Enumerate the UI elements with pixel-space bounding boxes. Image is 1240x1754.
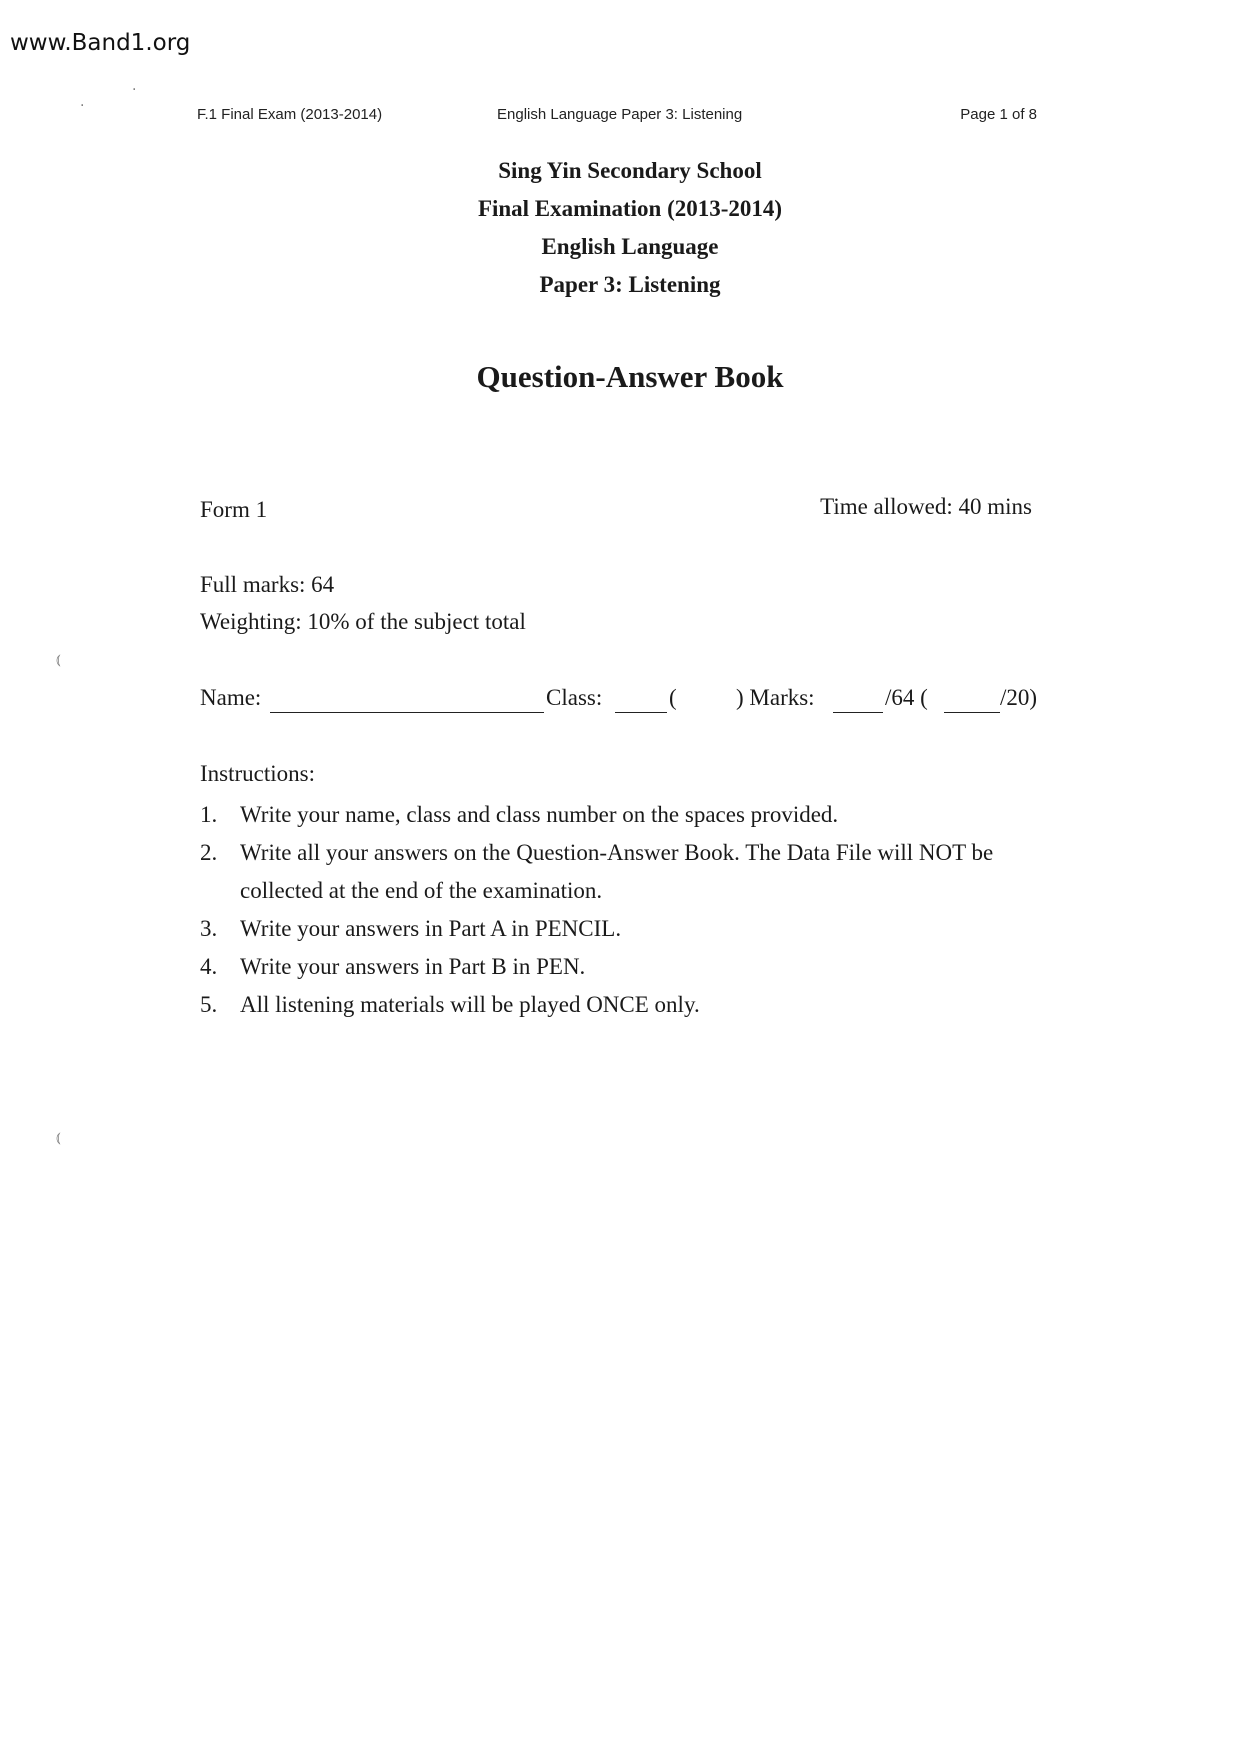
class-label: Class: [546,685,603,710]
item-number: 5. [200,992,218,1017]
instructions-list [200,796,1080,1024]
list-item [200,910,1080,948]
full-marks: Full marks: 64 [200,572,335,597]
paper-name: Paper 3: Listening [539,272,721,297]
marks-blank[interactable] [833,712,883,713]
student-info-row [200,685,1060,717]
scan-artifact: · [80,98,85,114]
header-exam-label: F.1 Final Exam (2013-2014) [197,106,383,123]
subject-name: English Language [541,234,719,259]
header-paper-label: English Language Paper 3: Listening [497,106,743,123]
title-block [0,152,1240,304]
item-number: 3. [200,916,218,941]
instructions-heading: Instructions: [200,761,315,786]
list-item [200,986,1080,1024]
school-name: Sing Yin Secondary School [498,158,762,183]
item-text: Write all your answers on the Question-Answer Book. The Data File will NOT be collected at the end of the examination. [240,840,994,903]
item-text: Write your answers in Part B in PEN. [240,954,586,979]
scaled-marks-total: /20) [1000,685,1038,710]
item-text: All listening materials will be played ONCE only. [240,992,700,1017]
list-item [200,796,1080,834]
list-item [200,834,1080,910]
book-title: Question-Answer Book [476,359,784,394]
name-blank[interactable] [270,712,544,713]
name-label: Name: [200,685,262,710]
exam-name: Final Examination (2013-2014) [477,196,783,221]
item-number: 2. [200,840,218,865]
item-text: Write your name, class and class number on the spaces provided. [240,802,839,827]
marks-total: /64 ( [885,685,928,710]
scan-artifact: ⦅ [56,1130,61,1146]
item-number: 1. [200,802,218,827]
scan-artifact: · [132,82,137,98]
weighting: Weighting: 10% of the subject total [200,609,526,634]
scan-artifact: ⦅ [56,652,61,668]
class-blank[interactable] [615,712,667,713]
class-number-open-paren: ( [669,685,677,710]
header-page-number: Page 1 of 8 [960,106,1037,123]
list-item [200,948,1080,986]
scaled-marks-blank[interactable] [944,712,1000,713]
marks-label: ) Marks: [736,685,815,710]
item-text: Write your answers in Part A in PENCIL. [240,916,622,941]
watermark-text: www.Band1.org [10,30,191,56]
running-header [197,106,1037,130]
time-allowed: Time allowed: 40 mins [820,494,1032,519]
item-number: 4. [200,954,218,979]
form-level: Form 1 [200,497,268,522]
